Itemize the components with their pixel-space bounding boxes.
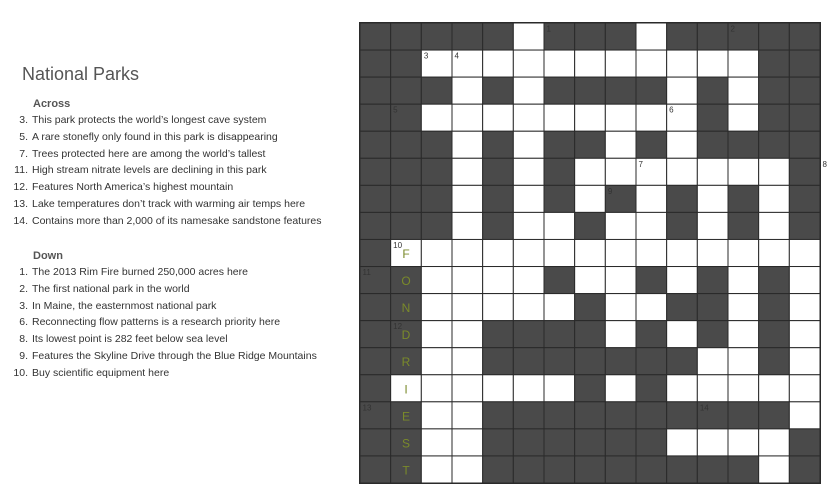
blocked-cell [360,23,391,50]
blocked-cell [605,429,636,456]
open-cell[interactable] [759,375,790,402]
blocked-cell [360,50,391,77]
blocked-cell [759,294,790,321]
open-cell[interactable] [421,456,452,483]
blocked-cell [759,321,790,348]
open-cell[interactable] [421,348,452,375]
blocked-cell [483,77,514,104]
blocked-cell [483,348,514,375]
open-cell[interactable] [452,348,483,375]
blocked-cell [483,185,514,212]
open-cell[interactable] [544,239,575,266]
blocked-cell [697,104,728,131]
blocked-cell [360,158,391,185]
open-cell[interactable] [728,321,759,348]
open-cell[interactable] [513,212,544,239]
clue-text: Trees protected here are among the world’s tallest [32,147,266,160]
open-cell[interactable] [728,267,759,294]
clue-number: 5. [19,130,28,143]
open-cell[interactable] [544,375,575,402]
blocked-cell [483,321,514,348]
open-cell[interactable] [421,239,452,266]
cell-number: 14 [699,403,709,413]
cell-letter: R [401,355,411,370]
open-cell[interactable] [452,429,483,456]
across-heading: Across [33,98,71,110]
open-cell[interactable] [605,294,636,321]
cell-number: 3 [423,51,429,61]
blocked-cell [360,429,391,456]
clue-number: 10. [13,366,28,379]
open-cell[interactable] [697,348,728,375]
clue-number: 9. [19,349,28,362]
open-cell[interactable] [605,104,636,131]
blocked-cell [697,456,728,483]
clue-text: Contains more than 2,000 of its namesake sandstone features [32,214,322,227]
blocked-cell [789,104,820,131]
open-cell[interactable] [636,294,667,321]
blocked-cell [360,104,391,131]
blocked-cell [575,77,606,104]
open-cell[interactable] [636,212,667,239]
open-cell[interactable] [421,429,452,456]
cell-number: 12 [393,322,403,332]
clue-text: A rare stonefly only found in this park is disappearing [32,130,278,143]
clue-text: This park protects the world’s longest cave system [32,114,267,126]
blocked-cell [513,429,544,456]
blocked-cell [360,321,391,348]
blocked-cell [360,348,391,375]
open-cell[interactable] [605,212,636,239]
blocked-cell [759,267,790,294]
blocked-cell [636,348,667,375]
blocked-cell [667,212,698,239]
puzzle-title: National Parks [22,64,140,84]
blocked-cell [789,50,820,77]
clue-text: Features the Skyline Drive through the Blue Ridge Mountains [32,349,317,362]
cell-number: 5 [393,105,398,115]
open-cell[interactable] [452,294,483,321]
open-cell[interactable] [513,104,544,131]
blocked-cell [544,456,575,483]
open-cell[interactable] [452,104,483,131]
blocked-cell [575,402,606,429]
open-cell[interactable] [667,429,698,456]
blocked-cell [544,321,575,348]
open-cell[interactable] [667,239,698,266]
open-cell[interactable] [452,131,483,158]
blocked-cell [697,294,728,321]
open-cell[interactable] [605,321,636,348]
open-cell[interactable] [789,375,820,402]
open-cell[interactable] [667,50,698,77]
blocked-cell [544,267,575,294]
open-cell[interactable] [544,104,575,131]
open-cell[interactable] [513,375,544,402]
blocked-cell [605,402,636,429]
blocked-cell [360,212,391,239]
open-cell[interactable] [544,212,575,239]
blocked-cell [360,375,391,402]
cell-number: 4 [454,51,459,61]
open-cell[interactable] [575,239,606,266]
open-cell[interactable] [667,158,698,185]
blocked-cell [421,77,452,104]
open-cell[interactable] [513,185,544,212]
cell-number: 7 [638,159,643,169]
cell-number: 6 [669,105,674,115]
cell-letter: I [404,382,408,397]
blocked-cell [513,348,544,375]
blocked-cell [636,375,667,402]
open-cell[interactable] [483,104,514,131]
crossword-grid [359,22,827,484]
blocked-cell [667,402,698,429]
open-cell[interactable] [759,212,790,239]
open-cell[interactable] [697,158,728,185]
open-cell[interactable] [789,267,820,294]
open-cell[interactable] [421,294,452,321]
open-cell[interactable] [636,185,667,212]
blocked-cell [759,23,790,50]
blocked-cell [728,212,759,239]
blocked-cell [483,158,514,185]
blocked-cell [483,131,514,158]
blocked-cell [728,185,759,212]
open-cell[interactable] [421,375,452,402]
blocked-cell [575,23,606,50]
blocked-cell [360,131,391,158]
cell-letter: N [401,301,411,316]
open-cell[interactable] [605,158,636,185]
open-cell[interactable] [575,50,606,77]
open-cell[interactable] [697,185,728,212]
blocked-cell [605,23,636,50]
blocked-cell [575,456,606,483]
open-cell[interactable] [452,239,483,266]
blocked-cell [697,321,728,348]
blocked-cell [360,185,391,212]
clue-number: 1. [19,266,28,278]
open-cell[interactable] [697,212,728,239]
open-cell[interactable] [759,158,790,185]
cell-letter: D [401,328,411,343]
clue-text: The 2013 Rim Fire burned 250,000 acres here [32,266,248,278]
open-cell[interactable] [789,294,820,321]
open-cell[interactable] [605,239,636,266]
open-cell[interactable] [728,348,759,375]
open-cell[interactable] [452,77,483,104]
clue-text: Reconnecting flow patterns is a research priority here [32,316,281,329]
blocked-cell [605,77,636,104]
open-cell[interactable] [728,239,759,266]
blocked-cell [789,185,820,212]
blocked-cell [636,77,667,104]
open-cell[interactable] [667,375,698,402]
open-cell[interactable] [605,131,636,158]
blocked-cell [544,402,575,429]
open-cell[interactable] [452,212,483,239]
open-cell[interactable] [728,50,759,77]
blocked-cell [759,50,790,77]
open-cell[interactable] [697,50,728,77]
open-cell[interactable] [421,104,452,131]
open-cell[interactable] [789,239,820,266]
open-cell[interactable] [513,267,544,294]
blocked-cell [789,131,820,158]
blocked-cell [544,185,575,212]
open-cell[interactable] [789,402,820,429]
open-cell[interactable] [513,158,544,185]
clue-text: High stream nitrate levels are declining in this park [32,164,267,177]
blocked-cell [759,104,790,131]
cell-number: 11 [362,268,371,278]
blocked-cell [360,77,391,104]
blocked-cell [421,131,452,158]
open-cell[interactable] [636,239,667,266]
blocked-cell [697,23,728,50]
blocked-cell [789,212,820,239]
cell-number: 9 [607,186,613,196]
blocked-cell [452,23,483,50]
open-cell[interactable] [636,23,667,50]
open-cell[interactable] [513,23,544,50]
blocked-cell [605,456,636,483]
blocked-cell [513,321,544,348]
blocked-cell [789,158,820,185]
cell-number: 1 [546,24,551,34]
blocked-cell [728,131,759,158]
open-cell[interactable] [789,348,820,375]
open-cell[interactable] [667,77,698,104]
blocked-cell [789,456,820,483]
blocked-cell [513,456,544,483]
blocked-cell [483,212,514,239]
clue-number: 12. [13,181,28,194]
blocked-cell [544,429,575,456]
open-cell[interactable] [483,239,514,266]
open-cell[interactable] [636,50,667,77]
cell-letter: S [401,436,411,451]
open-cell[interactable] [759,429,790,456]
open-cell[interactable] [667,267,698,294]
cell-number: 8 [822,159,827,169]
blocked-cell [759,131,790,158]
blocked-cell [759,402,790,429]
blocked-cell [391,185,422,212]
blocked-cell [544,77,575,104]
open-cell[interactable] [452,456,483,483]
open-cell[interactable] [605,267,636,294]
clue-text: Buy scientific equipment here [32,366,170,379]
open-cell[interactable] [483,375,514,402]
open-cell[interactable] [452,158,483,185]
open-cell[interactable] [667,321,698,348]
clue-text: Its lowest point is 282 feet below sea level [32,333,228,346]
cell-number: 2 [730,24,735,34]
cell-letter: O [401,274,411,289]
blocked-cell [575,212,606,239]
blocked-cell [544,131,575,158]
cell-letter: E [401,409,411,424]
open-cell[interactable] [421,402,452,429]
clue-number: 14. [13,214,28,227]
blocked-cell [421,23,452,50]
open-cell[interactable] [452,185,483,212]
blocked-cell [360,239,391,266]
blocked-cell [544,348,575,375]
open-cell[interactable] [728,375,759,402]
open-cell[interactable] [421,267,452,294]
clue-text: The first national park in the world [32,282,190,295]
blocked-cell [636,131,667,158]
clue-number: 7. [19,147,28,160]
open-cell[interactable] [728,429,759,456]
clue-number: 3. [19,114,28,126]
clue-number: 3. [19,299,28,312]
open-cell[interactable] [789,321,820,348]
blocked-cell [391,158,422,185]
crossword-grid-svg [360,23,827,483]
blocked-cell [513,402,544,429]
blocked-cell [421,185,452,212]
open-cell[interactable] [667,131,698,158]
blocked-cell [575,375,606,402]
blocked-cell [575,429,606,456]
blocked-cell [544,158,575,185]
blocked-cell [667,23,698,50]
open-cell[interactable] [759,239,790,266]
blocked-cell [575,131,606,158]
open-cell[interactable] [513,131,544,158]
cell-letter: F [402,247,410,261]
blocked-cell [759,77,790,104]
cell-letter: T [402,463,410,478]
open-cell[interactable] [605,375,636,402]
blocked-cell [728,456,759,483]
open-cell[interactable] [728,77,759,104]
blocked-cell [789,429,820,456]
blocked-cell [759,348,790,375]
clue-text: Lake temperatures don’t track with warming air temps here [32,197,306,210]
blocked-cell [697,267,728,294]
blocked-cell [391,50,422,77]
open-cell[interactable] [575,104,606,131]
down-heading: Down [33,250,63,262]
blocked-cell [421,212,452,239]
open-cell[interactable] [728,104,759,131]
blocked-cell [483,429,514,456]
open-cell[interactable] [759,185,790,212]
blocked-cell [391,77,422,104]
blocked-cell [636,321,667,348]
open-cell[interactable] [452,402,483,429]
open-cell[interactable] [452,321,483,348]
blocked-cell [391,23,422,50]
clue-number: 11. [14,164,28,177]
clue-number: 13. [13,197,28,210]
open-cell[interactable] [728,294,759,321]
blocked-cell [483,456,514,483]
open-cell[interactable] [759,456,790,483]
blocked-cell [667,185,698,212]
open-cell[interactable] [636,104,667,131]
open-cell[interactable] [452,267,483,294]
clue-number: 2. [19,282,28,295]
blocked-cell [483,23,514,50]
blocked-cell [575,294,606,321]
blocked-cell [728,402,759,429]
blocked-cell [667,348,698,375]
cell-number: 10 [393,240,403,250]
blocked-cell [789,77,820,104]
open-cell[interactable] [421,321,452,348]
open-cell[interactable] [575,158,606,185]
open-cell[interactable] [513,294,544,321]
open-cell[interactable] [544,50,575,77]
clue-number: 6. [19,316,28,329]
blocked-cell [636,402,667,429]
open-cell[interactable] [513,239,544,266]
blocked-cell [667,456,698,483]
cell-number: 13 [362,403,372,413]
open-cell[interactable] [728,158,759,185]
blocked-cell [697,131,728,158]
blocked-cell [391,212,422,239]
clue-text: Features North America’s highest mountain [32,181,234,194]
blocked-cell [575,348,606,375]
clue-text: In Maine, the easternmost national park [32,299,217,312]
blocked-cell [605,348,636,375]
blocked-cell [667,294,698,321]
blocked-cell [636,267,667,294]
open-cell[interactable] [697,239,728,266]
open-cell[interactable] [483,294,514,321]
open-cell[interactable] [697,375,728,402]
open-cell[interactable] [575,185,606,212]
blocked-cell [697,77,728,104]
open-cell[interactable] [513,50,544,77]
blocked-cell [483,402,514,429]
open-cell[interactable] [452,375,483,402]
open-cell[interactable] [483,267,514,294]
blocked-cell [789,23,820,50]
blocked-cell [636,429,667,456]
open-cell[interactable] [575,267,606,294]
blocked-cell [636,456,667,483]
open-cell[interactable] [544,294,575,321]
open-cell[interactable] [483,50,514,77]
clue-number: 8. [19,333,28,346]
blocked-cell [575,321,606,348]
blocked-cell [421,158,452,185]
blocked-cell [391,131,422,158]
open-cell[interactable] [605,50,636,77]
blocked-cell [360,456,391,483]
open-cell[interactable] [697,429,728,456]
open-cell[interactable] [513,77,544,104]
blocked-cell [360,294,391,321]
